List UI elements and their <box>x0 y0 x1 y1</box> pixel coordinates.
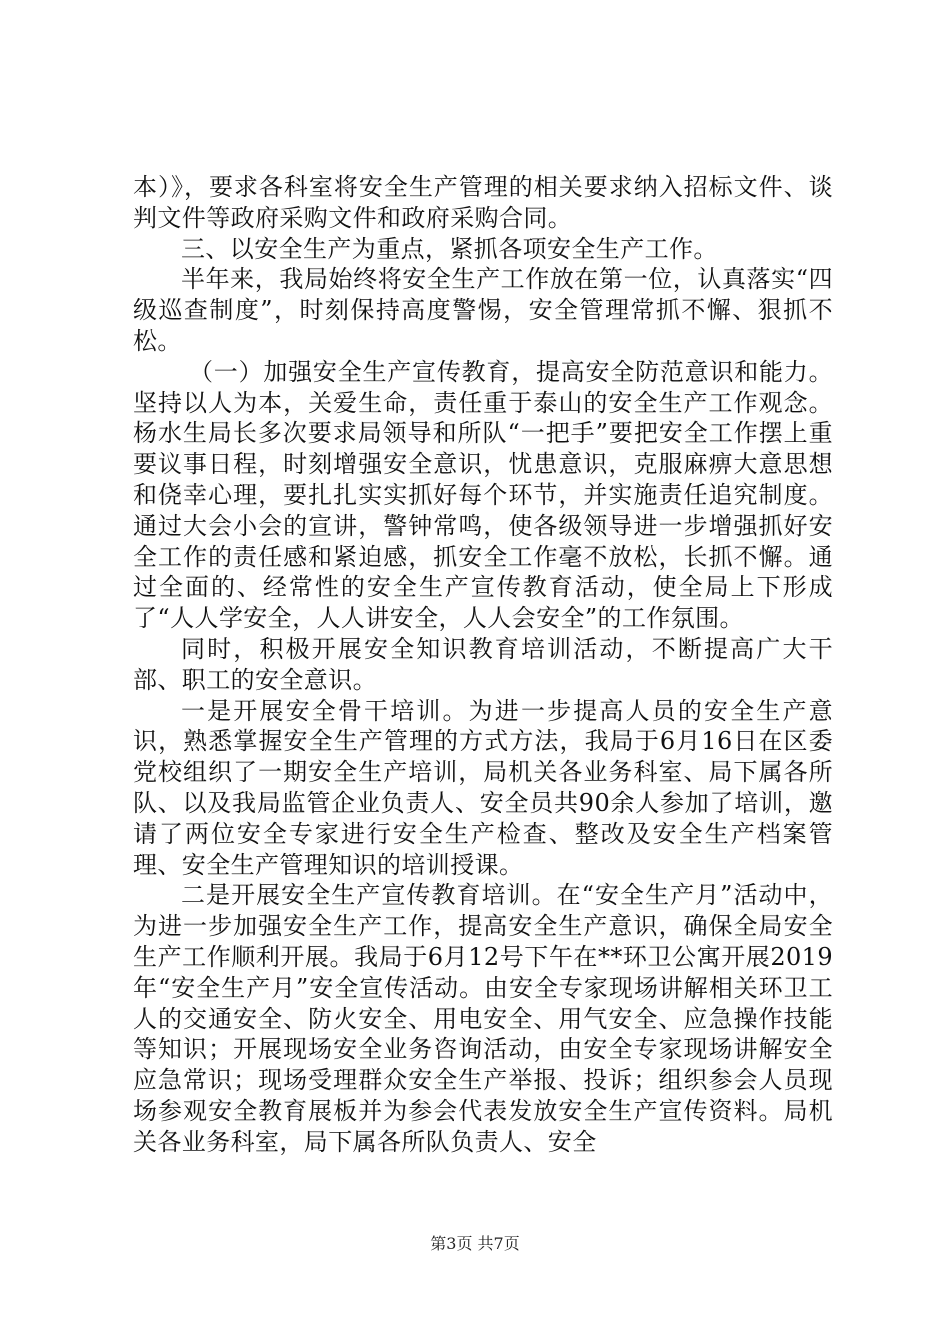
paragraph-item-two: 二是开展安全生产宣传教育培训。在“安全生产月”活动中，为进一步加强安全生产工作，提高安全生产意识，确保全局安全生产工作顺利开展。我局于6月12号下午在**环卫公寓开展2019年“安全生产月”安全宣传活动。由安全专家现场讲解相关环卫工人的交通安全、防火安全、用电安全、用气安全、应急操作技能等知识；开展现场安全业务咨询活动，由安全专家现场讲解安全应急常识；现场受理群众安全生产举报、投诉；组织参会人员现场参观安全教育展板并为参会代表发放安全生产宣传资料。局机关各业务科室，局下属各所队负责人、安全 <box>133 881 833 1156</box>
paragraph-item-one: 一是开展安全骨干培训。为进一步提高人员的安全生产意识，熟悉掌握安全生产管理的方式方法，我局于6月16日在区委党校组织了一期安全生产培训，局机关各业务科室、局下属各所队、以及我局监管企业负责人、安全员共90余人参加了培训，邀请了两位安全专家进行安全生产检查、整改及安全生产档案管理、安全生产管理知识的培训授课。 <box>133 696 833 879</box>
paragraph-subsection-one: （一）加强安全生产宣传教育，提高安全防范意识和能力。坚持以人为本，关爱生命，责任重于泰山的安全生产工作观念。杨水生局长多次要求局领导和所队“一把手”要把安全工作摆上重要议事日程，时刻增强安全意识，忧患意识，克服麻痹大意思想和侥幸心理，要扎扎实实抓好每个环节，并实施责任追究制度。通过大会小会的宣讲，警钟常鸣，使各级领导进一步增强抓好安全工作的责任感和紧迫感，抓安全工作毫不放松，长抓不懈。通过全面的、经常性的安全生产宣传教育活动，使全局上下形成了“人人学安全，人人讲安全，人人会安全”的工作氛围。 <box>133 357 833 633</box>
page-number-footer: 第3页 共7页 <box>430 1234 520 1253</box>
paragraph-continuation: 本）》，要求各科室将安全生产管理的相关要求纳入招标文件、谈判文件等政府采购文件和政府采购合同。 <box>133 173 833 232</box>
paragraph-summary: 半年来，我局始终将安全生产工作放在第一位，认真落实“四级巡查制度”，时刻保持高度警惕，安全管理常抓不懈、狠抓不松。 <box>133 265 833 355</box>
paragraph-training-intro: 同时，积极开展安全知识教育培训活动，不断提高广大干部、职工的安全意识。 <box>133 634 833 694</box>
section-heading: 三、以安全生产为重点，紧抓各项安全生产工作。 <box>181 234 718 263</box>
document-body <box>133 172 833 1158</box>
